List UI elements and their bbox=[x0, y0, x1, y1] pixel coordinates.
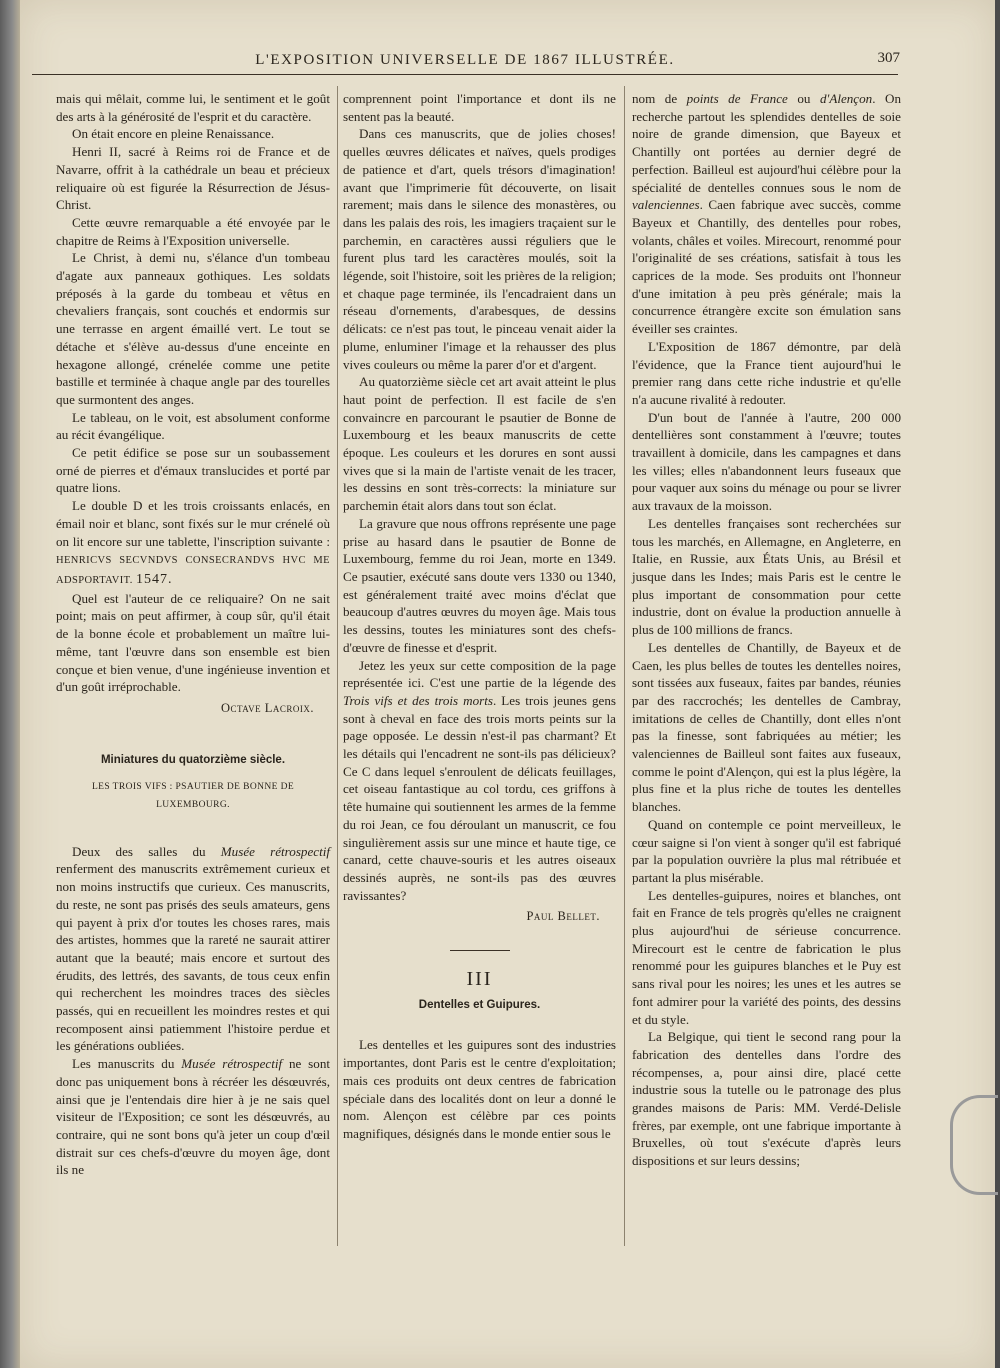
text-run: . Caen fabrique avec succès, comme Bayeux et Chantilly, des dentelles pour robes, volants, châles et voiles. Mirecourt, renommé pour l'originalité de ses créations, satisfait à tous les caprices de la mode. Ses produits ont l'honneur d'une imitation à peu près générale; mais la concurrence étrangère excite son émulation sans éveiller ses craintes. bbox=[632, 197, 901, 337]
italic-text: points de France bbox=[686, 91, 788, 106]
paragraph: Quand on contemple ce point merveilleux, le cœur saigne si l'on vient à songer qu'il est fabriqué par la population ouvrière la plus mal rétribuée et partant la plus misérable. bbox=[632, 816, 901, 885]
column-2 bbox=[343, 90, 616, 1143]
paragraph: On était encore en pleine Renaissance. bbox=[72, 126, 275, 142]
column-divider bbox=[624, 86, 625, 1246]
header-rule bbox=[32, 74, 898, 75]
text-run: Jetez les yeux sur cette composition de la page représentée ici. C'est une partie de la légende des bbox=[343, 657, 616, 691]
italic-text: valenciennes bbox=[632, 197, 700, 213]
paragraph: mais qui mêlait, comme lui, le sentiment et le goût des arts à la générosité de l'esprit et du caractère. bbox=[56, 91, 330, 124]
page-header bbox=[30, 50, 900, 72]
paragraph-text: Le double D et les trois croissants enlacés, en émail noir et blanc, sont fixés sur le mur crénelé où on lit encore sur une tablette, l'inscription suivante : bbox=[56, 498, 330, 549]
paragraph: Les dentelles-guipures, noires et blanches, ont fait en France de tels progrès qu'elles ne craignent plus aujourd'hui de sérieuse concurrence. Mirecourt est le centre de fabrication le plus renommé pour les guipures blanches et le Puy est sans rival pour les noires; les unes et les autres se font admirer pour la variété des points, des dessins et du style. bbox=[632, 887, 901, 1027]
text-run: . Les trois jeunes gens sont à cheval en face des trois morts peints sur la page opposée. Le dessin n'est-il pas charmant? Et les détails qui l'encadrent ne sont-ils pas délicieux? Ce C dans lequel s'enroulent de délicats feuillages, cet oiseau fantastique au col tordu, ces griffons à tête humaine qui soutiennent les armes de la femme du roi Jean, ce fou déroulant un manuscrit, ce fou singulièrement assis sur une mince et haute tige, ce canard, cette chauve-souris et les autres oiseaux dessinés auprès, ne sont-ils pas des œuvres ravissantes? bbox=[343, 692, 616, 903]
italic-text: Trois vifs et des trois morts bbox=[343, 692, 493, 708]
paragraph: comprennent point l'importance et dont ils ne sentent pas la beauté. bbox=[343, 91, 616, 124]
italic-text: Musée rétrospectif bbox=[181, 1056, 283, 1072]
section-title: Miniatures du quatorzième siècle. bbox=[100, 753, 286, 766]
paragraph: Le tableau, on le voit, est absolument conforme au récit évangélique. bbox=[56, 409, 330, 443]
column-1 bbox=[56, 90, 330, 1179]
text-run: renferment des manuscrits extrêmement curieux et non moins instructifs que curieux. Ces manuscrits, du reste, ne sont pas prisés des seuls amateurs, gens qui payent à prix d'or toutes les choses rares, mais des artistes, hommes que la rareté ne saurait attirer autant que la beauté; mais encore et surtout des érudits, des lettrés, des savants, de tous ceux enfin qui recherchent les moindres traces des siècles passés, qui en recueillent les moindres restes et qui recomposent ainsi patiemment l'histoire perdue et les générations oubliées. bbox=[56, 861, 330, 1054]
paragraph: La gravure que nous offrons représente une page prise au hasard dans le psautier de Bonne de Luxembourg, femme du roi Jean, morte en 1349. Ce psautier, exécuté sans doute vers 1330 ou 1340, est généralement traité avec moins d'éclat que beaucoup d'autres œuvres du moyen âge. Mais tous les dessins, toutes les miniatures sont des chefs-d'œuvre de finesse et d'esprit. bbox=[343, 515, 616, 655]
page-number: 307 bbox=[877, 50, 900, 66]
paragraph: L'Exposition de 1867 démontre, par delà l'évidence, que la France tient aujourd'hui le premier rang dans cette riche industrie et qu'elle n'a aucune rivalité à redouter. bbox=[632, 338, 901, 407]
author-signature: Paul Bellet. bbox=[526, 909, 600, 924]
paragraph: Henri II, sacré à Reims roi de France et de Navarre, offrit à la cathédrale un beau et précieux reliquaire où est figurée la Résurrection de Jésus-Christ. bbox=[56, 144, 330, 213]
page-edge-shadow bbox=[0, 0, 20, 1368]
paragraph: La Belgique, qui tient le second rang pour la fabrication des dentelles dans l'ordre des récompenses, a, pour ainsi dire, placé cette industrie sous la tutelle ou le patronage des plus grandes maisons de Paris: MM. Verdé-Delisle frères, par exemple, ont une fabrique importante à Bruxelles, où tout s'exécute d'après leurs dispositions et sur leurs dessins; bbox=[632, 1029, 901, 1169]
column-divider bbox=[337, 86, 338, 1246]
paragraph: D'un bout de l'année à l'autre, 200 000 dentellières sont constamment à l'œuvre; toutes travaillent à domicile, dans les campagnes et dans les villes; elles n'abandonnent leurs fuseaux que pour vaquer aux soins du ménage ou pour se livrer aux travaux de la moisson. bbox=[632, 409, 901, 514]
latin-inscription: HENRICVS SECVNDVS CONSECRANDVS HVC ME ADSPORTAVIT. bbox=[56, 555, 330, 586]
paragraph bbox=[56, 1055, 330, 1179]
paragraph: Le Christ, à demi nu, s'élance d'un tombeau d'agate aux panneaux gothiques. Les soldats préposés à la garde du tombeau et vêtus en chevaliers français, sont couchés et endormis sur une terrasse en argent émaillé vert. Le tout se détache et s'élève au-dessus d'une enceinte en hexagone allongé, crénelée comme une petite bastille et terminée à chaque angle par des tourelles que surmontent des anges. bbox=[56, 250, 330, 407]
part-number: III bbox=[466, 968, 493, 991]
text-run: Les manuscrits du bbox=[72, 1056, 182, 1072]
paragraph: Les dentelles et les guipures sont des industries importantes, dont Paris est le centre d'exploitation; mais ces produits ont deux centres de fabrication spéciale dans des localités dont on leur a donné le nom. Alençon est célèbre par ces points magnifiques, désignés dans le monde entier sous le bbox=[343, 1037, 616, 1141]
text-run: nom de bbox=[632, 91, 687, 106]
text-run: . On recherche partout les splendides dentelles de soie noire de grande dimension, que Bayeux et Chantilly ont portées au dernier degré de perfection. Bailleul est aujourd'hui célèbre pour la spécialité de dentelles connues sous le nom de bbox=[632, 91, 902, 195]
paragraph-inscription bbox=[56, 497, 330, 590]
section-title: Dentelles et Guipures. bbox=[418, 998, 541, 1011]
text-run: ou bbox=[787, 91, 820, 106]
paragraph: Les dentelles françaises sont recherchées sur tous les marchés, en Allemagne, en Angleterre, en Italie, en Russie, aux États Unis, au Brésil et jusque dans les Indes; mais Paris est le centre le plus important de consommation pour cette industrie, dont on évalue la production annuelle à plus de 100 millions de francs. bbox=[632, 515, 901, 638]
paragraph bbox=[632, 90, 901, 338]
italic-text: Musée rétrospectif bbox=[220, 843, 331, 859]
column-3 bbox=[632, 90, 901, 1170]
paragraph: Les dentelles de Chantilly, de Bayeux et de Caen, les plus belles de toutes les dentelles noires, sont tissées aux fuseaux, faites par bandes, réunies par des raccrochés; les dentelles de Cambray, imitations de celles de Chantilly, dont elles n'ont pas la finesse, sont fabriquées au métier; les valenciennes de Bailleul sont faites aux fuseaux, comme le point d'Alençon, qui est la plus légère, la plus fine et la plus riche de toutes les dentelles blanches. bbox=[632, 639, 901, 815]
italic-text: d'Alençon bbox=[819, 91, 873, 106]
paragraph bbox=[56, 843, 330, 1055]
paragraph: Dans ces manuscrits, que de jolies choses! quelles œuvres délicates et naïves, quels prodiges de patience et d'art, quels trésors d'imagination! avant que l'imprimerie fût découverte, on lisait rarement; mais dans le silence des monastères, ou dans les palais des rois, les imagiers traçaient sur le parchemin, en caractères aussi réguliers que le furent plus tard les caractères moulés, soit la légende, soit l'histoire, soit les prières de la religion; et chaque page terminée, ils l'encadraient dans un réseau d'ornements, d'arabesques, de dessins délicats: ce n'est pas tout, le pinceau venait aider la plume, enluminer l'image et la rehausser des plus vives couleurs ou même la parer d'or et d'argent. bbox=[343, 126, 616, 372]
paragraph: Cette œuvre remarquable a été envoyée par le chapitre de Reims à l'Exposition universelle. bbox=[56, 214, 330, 248]
paragraph bbox=[343, 657, 616, 905]
paragraph: Ce petit édifice se pose sur un soubassement orné de pierres et d'émaux translucides et porté par quatre lions. bbox=[56, 445, 330, 496]
text-run: ne sont donc pas uniquement bons à récréer les désœuvrés, ainsi que je l'entendais dire hier à je ne sais quel visiteur de l'Exposition; ce sont les désœuvrés, au contraire, qui ne sont bons qu'à jeter un coup d'œil distrait sur ces chefs-d'œuvre du moyen âge, dont ils ne bbox=[56, 1056, 330, 1178]
paragraph: Au quatorzième siècle cet art avait atteint le plus haut point de perfection. Il est facile de s'en convaincre en parcourant le psautier de Bonne de Luxembourg et les beaux manuscrits de cette époque. Les couleurs et les dorures en sont aussi vives que si la main de l'artiste venait de les tracer, les dessins en sont très-corrects: la miniature sur parchemin était alors dans tout son éclat. bbox=[343, 374, 616, 514]
text-run: Deux des salles du bbox=[72, 843, 221, 859]
section-divider bbox=[450, 950, 510, 951]
paragraph: Quel est l'auteur de ce reliquaire? On ne sait point; mais on peut affirmer, à coup sûr, qu'il était de la bonne école et probablement un maître lui-même, tant l'œuvre dans son ensemble est bien conçue et bien venue, d'une ingénieuse invention et d'un goût irréprochable. bbox=[56, 590, 330, 695]
running-title: L'EXPOSITION UNIVERSELLE DE 1867 ILLUSTRÉE. bbox=[255, 52, 675, 68]
binder-clip bbox=[950, 1095, 998, 1195]
section-subtitle: LES TROIS VIFS : PSAUTIER DE BONNE DE LUXEMBOURG. bbox=[91, 782, 295, 811]
inscription-year: 1547. bbox=[136, 571, 173, 587]
author-signature: Octave Lacroix. bbox=[220, 700, 314, 715]
